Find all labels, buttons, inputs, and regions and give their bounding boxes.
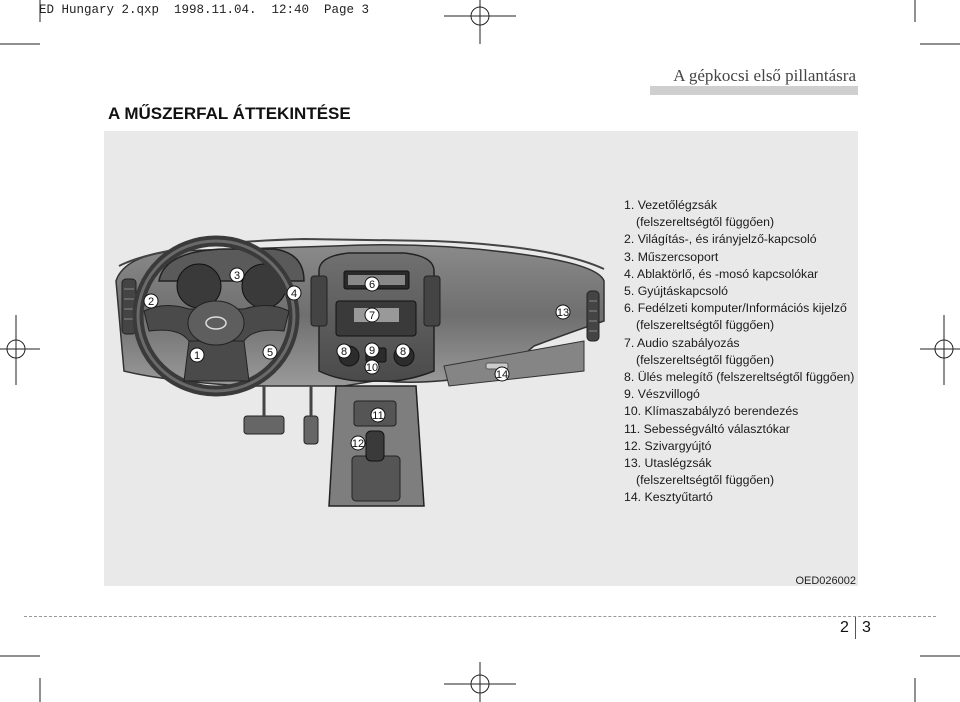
legend-list <box>624 197 854 507</box>
figure-code: OED026002 <box>795 575 856 587</box>
legend-item: 12. Szivargyújtó <box>624 438 712 453</box>
callout-9 <box>365 343 379 357</box>
svg-text:8: 8 <box>399 346 407 358</box>
callout-3 <box>230 268 244 282</box>
callout-6 <box>365 277 379 291</box>
svg-text:13: 13 <box>556 307 570 319</box>
page-number: 3 <box>862 619 871 636</box>
callout-1 <box>190 348 204 362</box>
callout-13 <box>556 305 570 319</box>
svg-text:3: 3 <box>233 270 241 282</box>
legend-item: 14. Kesztyűtartó <box>624 490 713 505</box>
legend-item: 2. Világítás-, és irányjelző-kapcsoló <box>624 232 817 247</box>
callout-11 <box>371 408 385 422</box>
legend-item: 3. Műszercsoport <box>624 249 719 264</box>
svg-text:1: 1 <box>193 350 201 362</box>
callout-8-right <box>396 344 410 358</box>
page-title: A MŰSZERFAL ÁTTEKINTÉSE <box>108 104 351 123</box>
header-rule <box>650 86 858 95</box>
legend-item: 9. Vészvillogó <box>624 387 700 402</box>
svg-text:14: 14 <box>495 369 509 381</box>
page-number-chapter: 2 <box>840 619 849 636</box>
legend-item: 4. Ablaktörlő, és -mosó kapcsolókar <box>624 266 819 281</box>
callout-8-left <box>337 344 351 358</box>
svg-text:9: 9 <box>368 345 376 357</box>
dashboard-illustration <box>104 131 614 511</box>
footer-dashed-rule <box>24 616 936 617</box>
figure-panel <box>104 131 858 586</box>
svg-text:12: 12 <box>351 438 365 450</box>
callout-14 <box>495 367 509 381</box>
legend-item: 6. Fedélzeti komputer/Információs kijelző (felszereltségtől függően) <box>624 301 847 333</box>
svg-text:11: 11 <box>372 410 384 422</box>
svg-text:2: 2 <box>147 296 155 308</box>
svg-text:4: 4 <box>290 288 298 300</box>
callout-10 <box>365 360 379 374</box>
svg-text:5: 5 <box>266 347 274 359</box>
callout-12 <box>351 436 365 450</box>
legend-item: 11. Sebességváltó választókar <box>624 421 790 436</box>
callout-5 <box>263 345 277 359</box>
callout-4 <box>287 286 301 300</box>
legend-item: 1. Vezetőlégzsák (felszereltségtől függően) <box>624 198 775 230</box>
legend-item: 7. Audio szabályozás (felszereltségtől függően) <box>624 335 775 367</box>
legend-item: 13. Utaslégzsák (felszereltségtől függően) <box>624 456 775 488</box>
legend-item: 10. Klímaszabályzó berendezés <box>624 404 799 419</box>
legend-item: 5. Gyújtáskapcsoló <box>624 284 728 299</box>
slug-line: ED Hungary 2.qxp 1998.11.04. 12:40 Page 3 <box>39 3 370 17</box>
section-title: A gépkocsi első pillantásra <box>673 66 856 85</box>
svg-text:7: 7 <box>368 310 376 322</box>
callout-7 <box>365 308 379 322</box>
page-number-separator <box>855 617 856 639</box>
svg-text:10: 10 <box>365 362 379 374</box>
svg-text:8: 8 <box>340 346 348 358</box>
legend-item: 8. Ülés melegítő (felszereltségtől függően) <box>624 370 855 385</box>
svg-text:6: 6 <box>368 279 376 291</box>
callout-2 <box>144 294 158 308</box>
